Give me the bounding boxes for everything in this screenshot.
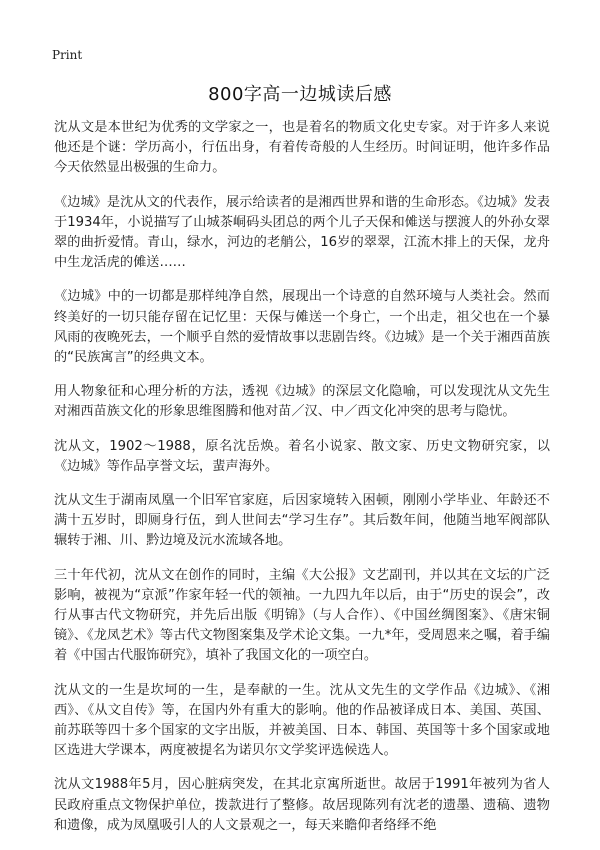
- page-title: 800字高一边城读后感: [208, 84, 392, 105]
- paragraph-death: 沈从文1988年5月，因心脏病突发，在其北京寓所逝世。故居于1991年被列为省人民政府重点文物保护单位，拨款进行了整修。故居现陈列有沈老的遗墨、遗稿、遗物和遗像，成为凤凰吸引人的人文景观之一，每天来瞻仰者络绎不绝: [54, 777, 550, 833]
- print-link[interactable]: Print: [52, 48, 83, 62]
- paragraph-career: 三十年代初，沈从文在创作的同时，主编《大公报》文艺副刊，并以其在文坛的广泛影响，被视为“京派”作家年轻一代的领袖。一九四九年以后，由于“历史的误会”，改行从事古代文物研究，并先后出版《明锦》（与人合作）、《中国丝绸图案》、《唐宋铜镜》、《龙凤艺术》等古代文物图案集及学术论文集。一九*年，受周恩来之嘱，着手编着《中国古代服饰研究》，填补了我国文化的一项空白。: [54, 567, 550, 664]
- paragraph-intro: 沈从文是本世纪为优秀的文学家之一，也是着名的物质文化史专家。对于许多人来说他还是个谜：学历高小，行伍出身，有着传奇般的人生经历。时间证明，他许多作品今天依然显出极强的生命力。: [54, 120, 550, 176]
- paragraph-biancheng-story: 《边城》中的一切都是那样纯净自然，展现出一个诗意的自然环境与人类社会。然而终美好的一切只能存留在记忆里：天保与傩送一个身亡，一个出走，祖父也在一个暴风雨的夜晚死去，一个顺乎自然的爱情故事以悲剧告终。《边城》是一个关于湘西苗族的“民族寓言”的经典文本。: [54, 289, 550, 366]
- article-body: [54, 118, 550, 850]
- paragraph-early-life: 沈从文生于湖南凤凰一个旧军官家庭，后因家境转入困顿，刚刚小学毕业、年龄还不满十五岁时，即厕身行伍，到人世间去“学习生存”。其后数年间，他随当地军阀部队辗转于湘、川、黔边境及沅水流域各地。: [54, 493, 550, 549]
- paragraph-biancheng-intro: 《边城》是沈从文的代表作，展示给读者的是湘西世界和谐的生命形态。《边城》发表于1934年，小说描写了山城茶峒码头团总的两个儿子天保和傩送与摆渡人的外孙女翠翠的曲折爱情。青山，绿水，河边的老艄公，16岁的翠翠，江流木排上的天保，龙舟中生龙活虎的傩送……: [54, 194, 550, 271]
- paragraph-author-bio: 沈从文，1902～1988，原名沈岳焕。着名小说家、散文家、历史文物研究家，以《边城》等作品享誉文坛，蜚声海外。: [54, 438, 550, 474]
- paragraph-analysis: 用人物象征和心理分析的方法，透视《边城》的深层文化隐喻，可以发现沈从文先生对湘西苗族文化的形象思维图腾和他对苗／汉、中／西文化冲突的思考与隐忧。: [54, 384, 550, 420]
- paragraph-legacy: 沈从文的一生是坎坷的一生，是奉献的一生。沈从文先生的文学作品《边城》、《湘西》、《从文自传》等，在国内外有重大的影响。他的作品被译成日本、美国、英国、前苏联等四十多个国家的文字出版，并被美国、日本、韩国、英国等十多个国家或地区选进大学课本，两度被提名为诺贝尔文学奖评选候选人。: [54, 682, 550, 759]
